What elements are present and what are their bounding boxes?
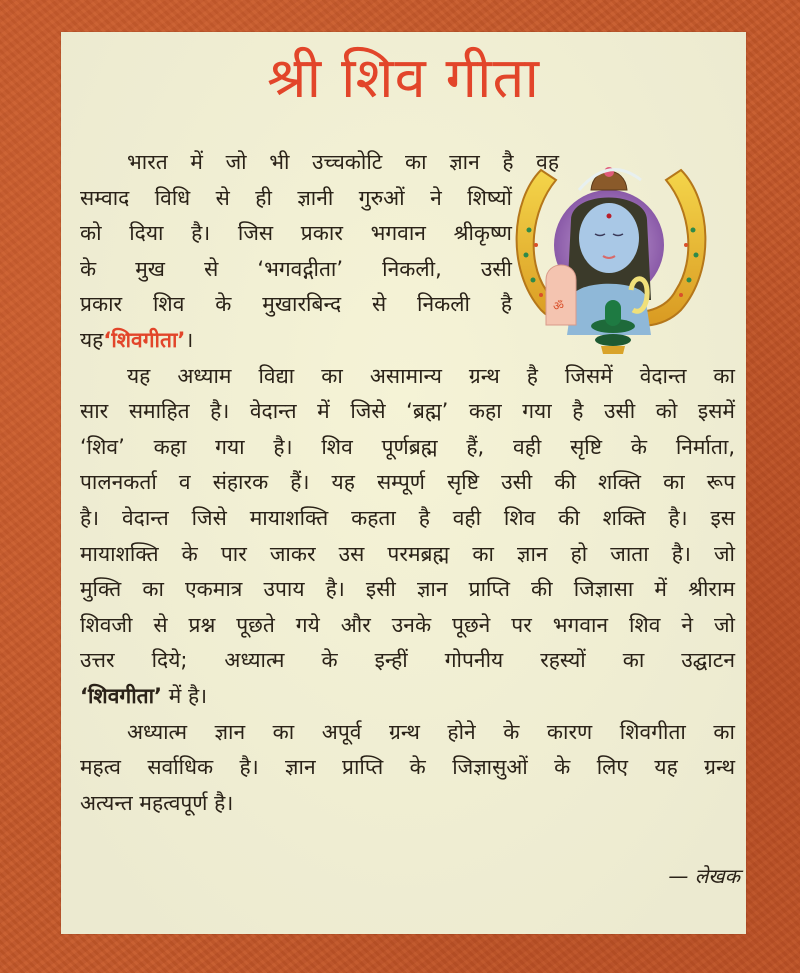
shivgita-highlight: ‘शिवगीता’ — [103, 327, 186, 352]
paragraph-2-line-9: उत्तर दिये; अध्यात्म के इन्हीं गोपनीय रहस्यों का उद्घाटन — [80, 648, 735, 673]
author-signature: — लेखक — [668, 864, 740, 888]
paragraph-1-line-4: के मुख से ‘भगवद्गीता’ निकली, उसी — [80, 256, 512, 281]
paragraph-1-line-1: भारत में जो भी उच्चकोटि का ज्ञान है वह — [127, 150, 559, 174]
page-title: श्री शिव गीता — [267, 46, 540, 111]
paragraph-3-line-3: अत्यन्त महत्वपूर्ण है। — [80, 790, 234, 815]
shivgita-bold: ‘शिवगीता’ — [80, 683, 163, 708]
paragraph-1-line-6 — [80, 323, 735, 359]
paragraph-1-suffix: । — [185, 327, 194, 352]
paragraph-1-line-5: प्रकार शिव के मुखारबिन्द से निकली है — [80, 292, 512, 317]
paragraph-2-line-2: सार समाहित है। वेदान्त में जिसे ‘ब्रह्म’ कहा गया है उसी को इसमें — [80, 399, 735, 424]
paragraph-1-line-3: को दिया है। जिस प्रकार भगवान श्रीकृष्ण — [80, 221, 512, 246]
paragraph-2-line-5: है। वेदान्त जिसे मायाशक्ति कहता है वही शिव की शक्ति है। इस — [80, 505, 735, 530]
svg-text:ॐ: ॐ — [553, 299, 564, 313]
paragraph-1-prefix: यह — [80, 327, 104, 352]
paragraph-2-line-4: पालनकर्ता व संहारक हैं। यह सम्पूर्ण सृष्टि उसी की शक्ति का रूप — [80, 470, 735, 495]
paragraph-2-line-10 — [80, 679, 735, 715]
paragraph-2-line-3: ‘शिव’ कहा गया है। शिव पूर्णब्रह्म हैं, वही सृष्टि के निर्माता, — [80, 434, 735, 459]
preface-body — [80, 145, 735, 821]
paragraph-2-line-1: यह अध्याम विद्या का असामान्य ग्रन्थ है जिसमें वेदान्त का — [127, 363, 735, 388]
paragraph-3-line-1: अध्यात्म ज्ञान का अपूर्व ग्रन्थ होने के कारण शिवगीता का — [127, 719, 735, 744]
paragraph-3-line-2: महत्व सर्वाधिक है। ज्ञान प्राप्ति के जिज्ञासुओं के लिए यह ग्रन्थ — [80, 755, 735, 780]
paragraph-2-line-8: शिवजी से प्रश्न पूछते गये और उनके पूछने पर भगवान शिव ने जो — [80, 612, 735, 637]
paragraph-1-line-2: सम्वाद विधि से ही ज्ञानी गुरुओं ने शिष्यों — [80, 185, 512, 210]
paragraph-2-line-7: मुक्ति का एकमात्र उपाय है। इसी ज्ञान प्राप्ति की जिज्ञासा में श्रीराम — [80, 577, 735, 602]
paragraph-2-suffix: में है। — [162, 683, 208, 708]
page-panel — [61, 32, 746, 934]
paragraph-2-line-6: मायाशक्ति के पार जाकर उस परमब्रह्म का ज्ञान हो जाता है। जो — [80, 541, 735, 566]
